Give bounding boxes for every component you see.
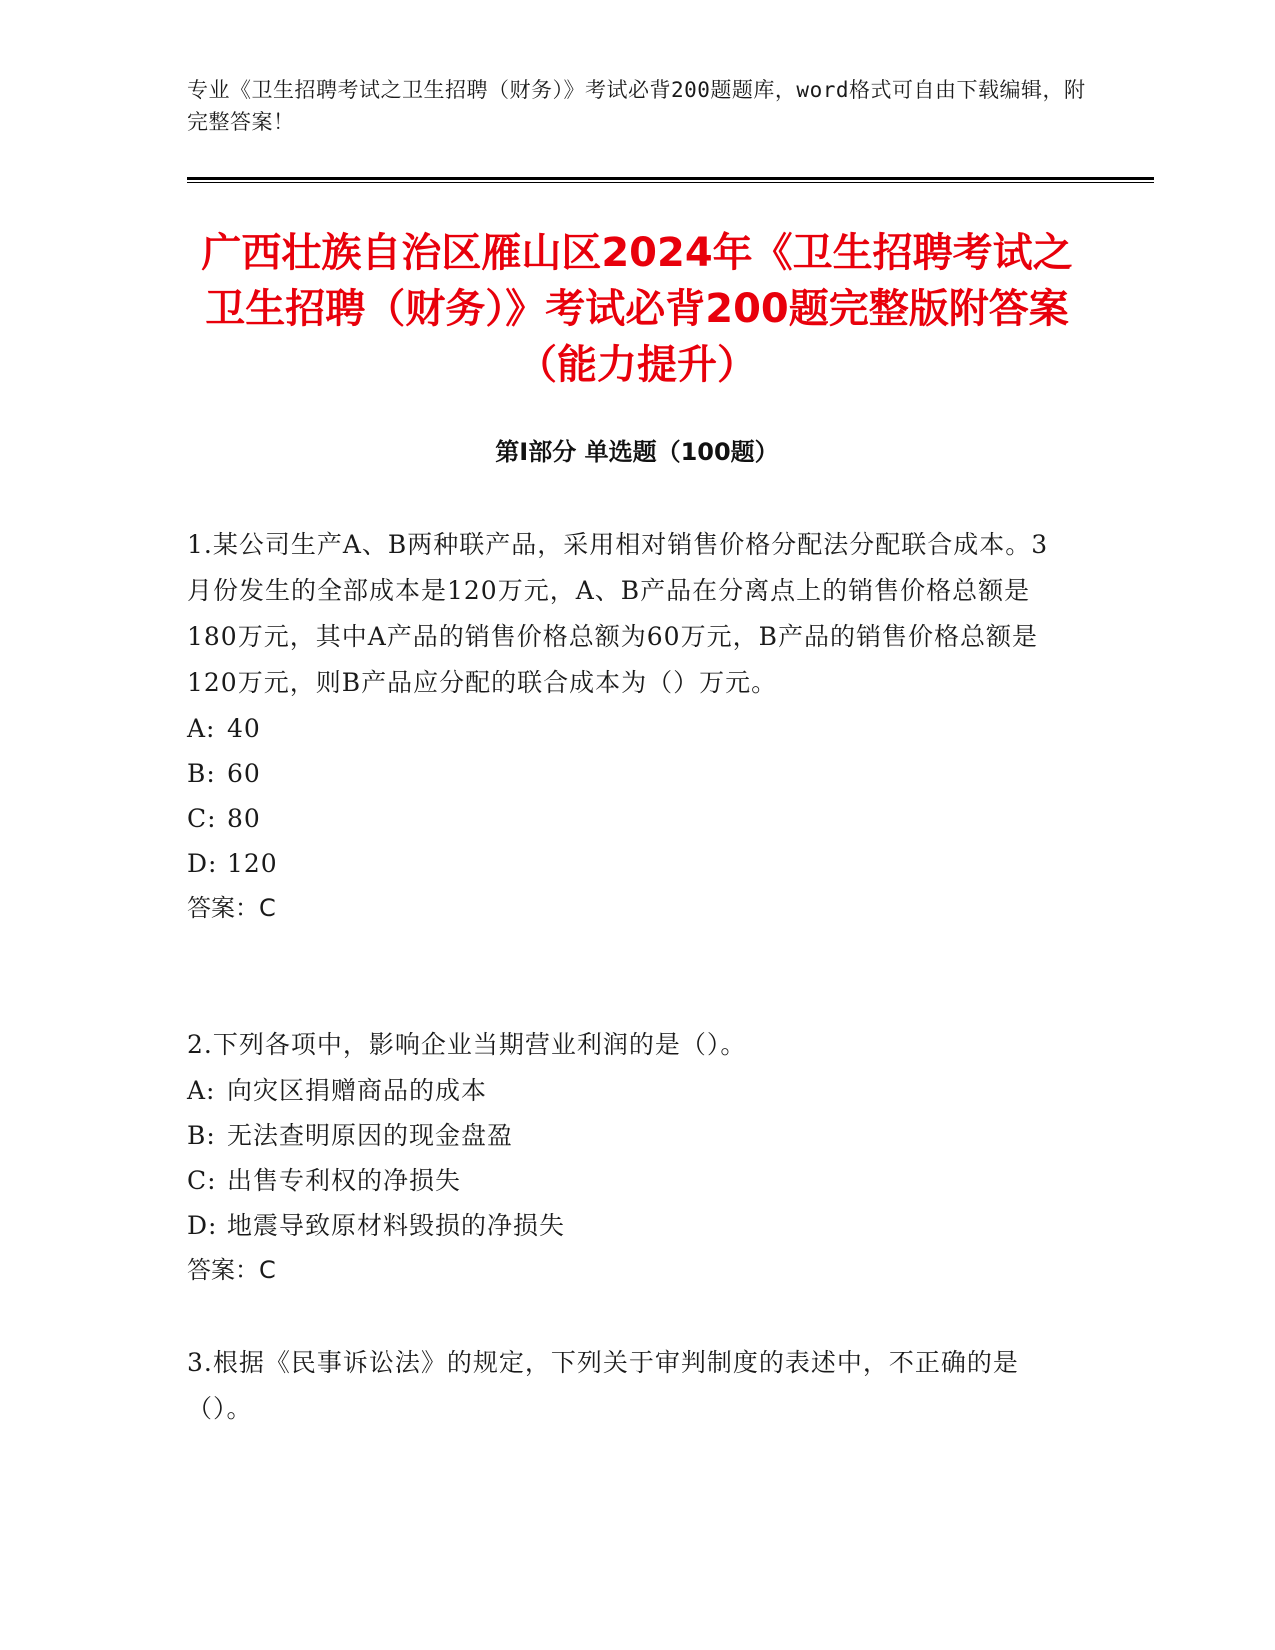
document-title: 广西壮族自治区雁山区2024年《卫生招聘考试之卫生招聘（财务）》考试必背200题完整版附答案（能力提升） (201, 230, 1073, 388)
option-a (187, 706, 1067, 751)
option-text: 出售专利权的净损失 (227, 1166, 462, 1195)
section-heading: 第Ⅰ部分 单选题（100题） (495, 438, 779, 466)
option-c (187, 1158, 1067, 1203)
option-b (187, 1113, 1067, 1158)
option-letter: D: (187, 1211, 218, 1240)
option-letter: C: (187, 804, 217, 833)
option-text: 120 (227, 849, 278, 878)
question-stem: 3.根据《民事诉讼法》的规定，下列关于审判制度的表述中，不正确的是（）。 (187, 1348, 1019, 1423)
option-b (187, 751, 1067, 796)
header-rule-thin (187, 182, 1154, 183)
question-3 (187, 1340, 1067, 1432)
question-stem: 1.某公司生产A、B两种联产品，采用相对销售价格分配法分配联合成本。3月份发生的全部成本是120万元，A、B产品在分离点上的销售价格总额是180万元，其中A产品的销售价格总额为60万元，B产品的销售价格总额是120万元，则B产品应分配的联合成本为（）万元。 (187, 530, 1049, 697)
question-stem: 2.下列各项中，影响企业当期营业利润的是（）。 (187, 1030, 747, 1059)
option-a (187, 1068, 1067, 1113)
option-letter: D: (187, 849, 218, 878)
option-text: 40 (227, 714, 261, 743)
option-letter: A: (187, 714, 216, 743)
option-letter: C: (187, 1166, 217, 1195)
answer: 答案：C (187, 894, 276, 922)
header-note: 专业《卫生招聘考试之卫生招聘（财务）》考试必背200题题库，word格式可自由下载编辑，附完整答案！ (187, 78, 1086, 134)
option-text: 60 (227, 759, 261, 788)
option-d (187, 841, 1067, 886)
option-letter: B: (187, 1121, 216, 1150)
question-1 (187, 522, 1067, 930)
question-2 (187, 1022, 1067, 1292)
option-c (187, 796, 1067, 841)
option-letter: B: (187, 759, 216, 788)
answer: 答案：C (187, 1256, 276, 1284)
header-rule-thick (187, 177, 1154, 180)
option-text: 向灾区捐赠商品的成本 (227, 1076, 488, 1105)
option-text: 80 (227, 804, 261, 833)
option-text: 无法查明原因的现金盘盈 (227, 1121, 514, 1150)
option-d (187, 1203, 1067, 1248)
option-text: 地震导致原材料毁损的净损失 (227, 1211, 566, 1240)
option-letter: A: (187, 1076, 216, 1105)
